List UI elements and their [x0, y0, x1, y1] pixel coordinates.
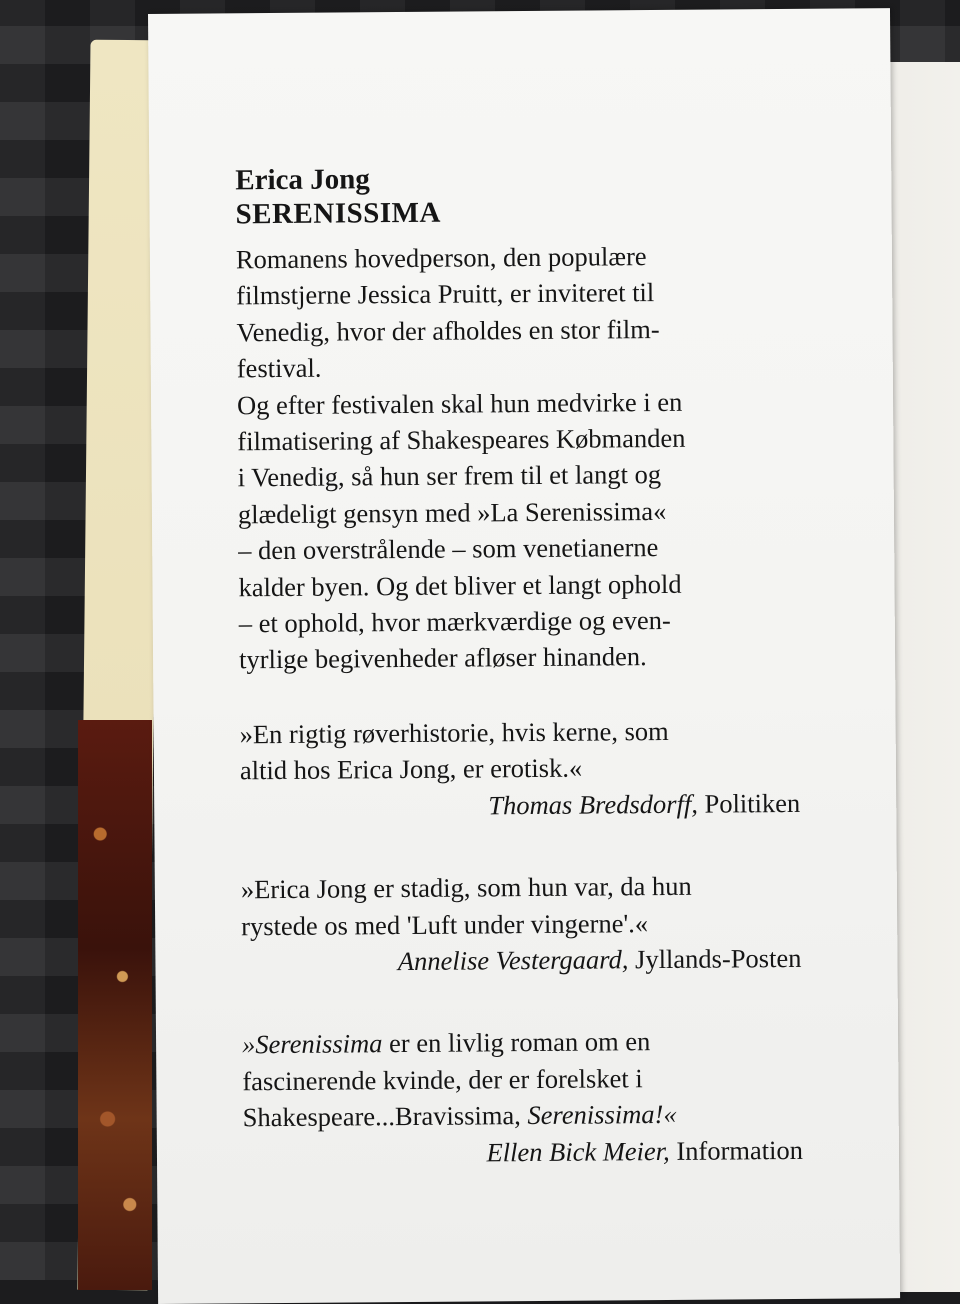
quote-line: »Erica Jong er stadig, som hun var, da hun — [240, 870, 692, 905]
publication-name: Information — [676, 1134, 804, 1166]
description-line: Romanens hovedperson, den populære — [235, 241, 647, 275]
description-line: festival. — [236, 352, 322, 384]
description-line: – et ophold, hvor mærkværdige og even- — [238, 604, 671, 639]
quote-attribution — [241, 940, 801, 981]
quote-line: altid hos Erica Jong, er erotisk.« — [239, 752, 583, 786]
quote-line: rystede os med 'Luft under vingerne'.« — [241, 907, 649, 941]
quote-italic-title: »Serenissima — [241, 1028, 383, 1060]
review-quote-jyllands-posten — [241, 867, 802, 981]
quote-text: er en livlig roman om en — [382, 1026, 651, 1059]
description-line: tyrlige begivenheder afløser hinanden. — [238, 641, 647, 675]
quote-line — [243, 1095, 803, 1136]
quote-attribution — [240, 785, 800, 826]
description-line: – den overstrålende – som venetianerne — [238, 532, 659, 566]
book-back-cover — [148, 8, 900, 1304]
review-quote-information — [242, 1022, 803, 1172]
review-quote-politiken — [240, 712, 801, 826]
description-line: Venedig, hvor der afholdes en stor film- — [236, 313, 660, 348]
description-line: kalder byen. Og det bliver et langt ophold — [238, 568, 682, 602]
description-line: glædeligt gensyn med »La Serenissima« — [237, 495, 667, 530]
critic-name: Ellen Bick Meier, — [486, 1135, 670, 1167]
spine-artwork — [78, 720, 152, 1290]
author-name: Erica Jong — [235, 163, 370, 197]
critic-name: Annelise Vestergaard, — [397, 944, 629, 976]
quote-line: fascinerende kvinde, der er forelsket i — [242, 1062, 643, 1097]
description-line: filmatisering af Shakespeares Købmanden — [237, 422, 686, 457]
description-line: Og efter festivalen skal hun medvirke i en — [236, 386, 683, 420]
publication-name: Jyllands-Posten — [634, 942, 802, 975]
quote-italic-title: Serenissima!« — [527, 1099, 677, 1131]
quote-attribution — [243, 1131, 803, 1172]
description-line: filmstjerne Jessica Pruitt, er inviteret til — [236, 277, 655, 311]
publication-name: Politiken — [704, 787, 801, 819]
quote-line: »En rigtig røverhistorie, hvis kerne, som — [239, 715, 669, 750]
book-title: SERENISSIMA — [235, 196, 442, 231]
cover-text — [235, 159, 803, 1172]
quote-line — [242, 1022, 802, 1063]
critic-name: Thomas Bredsdorff, — [488, 788, 699, 821]
description-line: i Venedig, så hun ser frem til et langt og — [237, 459, 662, 493]
quote-text: Shakespeare...Bravissima, — [242, 1100, 528, 1133]
description — [236, 237, 799, 678]
